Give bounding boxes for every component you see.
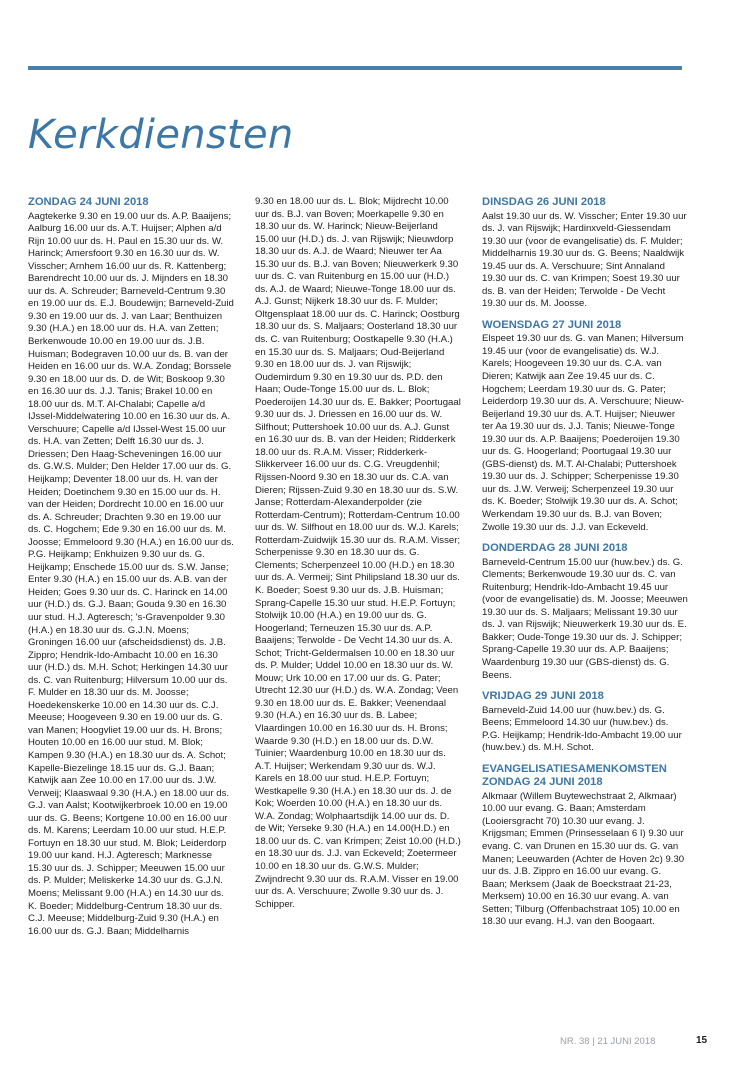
section-heading-evangelisatie: EVANGELISATIESAMENKOMSTEN ZONDAG 24 JUNI 2018 — [482, 762, 667, 789]
section-body-vrijdag: Barneveld-Zuid 14.00 uur (huw.bev.) ds. G. Beens; Emmeloord 14.30 uur (huw.bev.) ds. P.G. Heijkamp; Hendrik-Ido-Ambacht 19.00 uur (huw.bev.) ds. M.H. Schot. — [482, 704, 682, 754]
section-body-evangelisatie: Alkmaar (Willem Buytewechstraat 2, Alkmaar) 10.00 uur evang. G. Baan; Amsterdam (Looiersgracht 70) 10.30 uur evang. J. Krijgsman; Emmen (Prinsesselaan 6 I) 9.30 uur evang. C. van Drunen en 15.30 uur ds. G. van Manen; Leeuwarden (Achter de Hoven 2c) 9.30 uur ds. J.B. Zippro en 16.00 uur evang. G. Baan; Merksem (Jaak de Boeckstraat 21-23, Merksem) 10.00 en 16.30 uur evang. A. van Setten; Tilburg (Offenbachstraat 105) 10.00 en 18.30 uur evang. H.J. van den Boogaart. — [482, 790, 685, 928]
section-donderdag — [482, 542, 688, 682]
column-2 — [255, 196, 461, 911]
section-evangelisatie — [482, 763, 688, 929]
section-heading-vrijdag: VRIJDAG 29 JUNI 2018 — [482, 690, 604, 703]
top-rule — [28, 66, 682, 70]
section-woensdag — [482, 319, 688, 534]
page-number: 15 — [696, 1035, 708, 1046]
column-1 — [28, 196, 234, 938]
page-title: Kerkdiensten — [28, 112, 294, 158]
section-body-zondag: Aagtekerke 9.30 en 19.00 uur ds. A.P. Baaijens; Aalburg 16.00 uur ds. A.T. Huijser; Alphen a/d Rijn 10.00 uur ds. H. Paul en 15.30 uur ds. W. Harinck; Amersfoort 9.30 en 16.30 uur ds. W. Visscher; Arnhem 16.00 uur ds. R. Kattenberg; Barendrecht 10.00 uur ds. J. Mijnders en 18.30 uur ds. A. Schreuder; Barneveld-Centrum 9.30 en 19.00 uur ds. E.J. Boudewijn; Barneveld-Zuid 9.30 en 19.00 uur ds. J. van Laar; Benthuizen 9.30 (H.A.) en 18.00 uur ds. H.A. van Zetten; Berkenwoude 10.00 en 19.00 uur ds. J.B. Huisman; Bodegraven 10.00 uur ds. B. van der Heiden en 16.00 uur ds. W.A. Zondag; Borssele 9.30 en 18.00 uur ds. D. de Wit; Boskoop 9.30 en 16.30 uur ds. J.J. Tanis; Brakel 10.00 en 18.00 uur ds. M.T. Al-Chalabi; Capelle a/d IJssel-Middelwatering 10.00 en 16.30 uur ds. A. Verschuure; Capelle a/d IJssel-West 15.00 uur ds. H.A. van Zetten; Delft 16.30 uur ds. J. Driessen; Den Haag-Scheveningen 16.00 uur ds. G.W.S. Mulder; Den Helder 17.00 uur ds. G. Heijkamp; Deventer 18.00 uur ds. H. van der Heiden; Doetinchem 9.30 en 15.00 uur ds. H. van der Heiden; Dordrecht 10.00 en 16.00 uur ds. A. Schreuder; Drachten 9.30 en 19.00 uur ds. C. Hogchem; Ede 9.30 en 16.00 uur ds. M. Joosse; Emmeloord 9.30 (H.A.) en 16.00 uur ds. P.G. Heijkamp; Enkhuizen 9.30 uur ds. G. Heijkamp; Enschede 15.00 uur ds. S.W. Janse; Enter 9.30 (H.A.) en 15.00 uur ds. A.B. van der Heiden; Goes 9.30 uur ds. C. Harinck en 14.00 uur (H.D.) ds. G.J. Baan; Gouda 9.30 en 16.30 uur stud. H.J. Agteresch; 's-Gravenpolder 9.30 (H.A.) en 18.30 uur ds. G.J.N. Moens; Groningen 16.00 uur (afscheidsdienst) ds. J.B. Zippro; Hendrik-Ido-Ambacht 10.00 en 16.30 uur (H.D.) ds. M.H. Schot; Herkingen 14.30 uur ds. C. van Ruitenburg; Hilversum 10.00 uur ds. F. Mulder en 18.30 uur ds. M. Joosse; Hoedekenskerke 10.00 en 14.30 uur ds. C.J. Meeuse; Hoogeveen 9.30 en 19.00 uur ds. G. van Manen; Hoogvliet 19.00 uur ds. H. Brons; Houten 10.00 en 16.00 uur stud. M. Blok; Kampen 9.30 (H.A.) en 18.30 uur ds. A. Schot; Kapelle-Biezelinge 18.15 uur ds. G.J. Baan; Katwijk aan Zee 10.00 en 17.00 uur ds. J.W. Verweij; Klaaswaal 9.30 (H.A.) en 18.00 uur ds. G.J. van Aalst; Kootwijkerbroek 10.00 en 19.00 uur ds. G. Beens; Kortgene 10.00 en 16.00 uur ds. M. Karens; Leerdam 10.00 uur stud. H.E.P. Fortuyn en 18.30 uur stud. M. Blok; Leiderdorp 19.00 uur kand. H.J. Agteresch; Marknesse 15.30 uur ds. J. Schipper; Meeuwen 15.00 uur ds. P. Mulder; Meliskerke 14.30 uur ds. G.J.N. Moens; Melissant 9.00 (H.A.) en 14.30 uur ds. K. Boeder; Middelburg-Centrum 18.30 uur ds. C.J. Meeuse; Middelburg-Zuid 9.30 (H.A.) en 16.00 uur ds. G.J. Baan; Middelharnis — [28, 210, 234, 937]
column-3 — [482, 196, 688, 937]
section-body-dinsdag: Aalst 19.30 uur ds. W. Visscher; Enter 19.30 uur ds. J. van Rijswijk; Hardinxveld-Giessendam 19.30 uur (voor de evangelisatie) ds. F. Mulder; Middelharnis 19.30 uur ds. G. Beens; Naaldwijk 19.45 uur ds. A. Verschuure; Sint Annaland 19.30 uur ds. C. van Krimpen; Soest 19.30 uur ds. B. van der Heiden; Terwolde - De Vecht 19.30 uur ds. M. Joosse. — [482, 210, 687, 310]
section-body-zondag-continued: 9.30 en 18.00 uur ds. L. Blok; Mijdrecht 10.00 uur ds. B.J. van Boven; Moerkapelle 9.30 en 18.30 uur ds. W. Harinck; Nieuw-Beijerland 15.00 uur (H.D.) ds. J. van Rijswijk; Nieuwdorp 18.30 uur ds. A.J. de Waard; Nieuwer ter Aa 15.30 uur ds. B.J. van Boven; Nieuwerkerk 9.30 uur ds. C. van Ruitenburg en 15.00 uur (H.D.) ds. A.J. de Waard; Nieuwe-Tonge 18.00 uur ds. A.J. Gunst; Nijkerk 18.30 uur ds. F. Mulder; Oltgensplaat 18.00 uur ds. C. Harinck; Oostburg 18.30 uur ds. S. Maljaars; Oosterland 18.30 uur ds. C. van Ruitenburg; Oostkapelle 9.30 (H.A.) en 15.30 uur ds. S. Maljaars; Oud-Beijerland 9.30 en 18.00 uur ds. J. van Rijswijk; Oudemirdum 9.30 en 19.30 uur ds. P.D. den Haan; Oude-Tonge 15.00 uur ds. L. Blok; Poederoijen 14.30 uur ds. E. Bakker; Poortugaal 9.30 uur ds. J. Driessen en 16.00 uur ds. W. Silfhout; Puttershoek 10.00 uur ds. A.J. Gunst en 16.30 uur ds. B. van der Heiden; Ridderkerk 18.00 uur ds. R.A.M. Visser; Ridderkerk-Slikkerveer 16.00 uur ds. C.G. Vreugdenhil; Rijssen-Noord 9.30 en 18.30 uur ds. C.A. van Dieren; Rijssen-Zuid 9.30 en 18.30 uur ds. S.W. Janse; Rotterdam-Alexanderpolder (zie Rotterdam-Centrum); Rotterdam-Centrum 10.00 uur ds. W. Silfhout en 18.00 uur ds. W.J. Karels; Rotterdam-Zuidwijk 15.30 uur ds. R.A.M. Visser; Scherpenisse 9.30 en 18.30 uur ds. G. Clements; Scherpenzeel 10.00 (H.D.) en 18.30 uur ds. A. Vermeij; Sint Philipsland 18.30 uur ds. K. Boeder; Soest 9.30 uur ds. J.B. Huisman; Sprang-Capelle 15.30 uur stud. H.E.P. Fortuyn; Stolwijk 10.00 (H.A.) en 19.00 uur ds. G. Hoogerland; Terneuzen 15.30 uur ds. A.P. Baaijens; Terwolde - De Vecht 14.30 uur ds. A. Schot; Tricht-Geldermalsen 10.00 en 18.30 uur ds. P. Mulder; Uddel 10.00 en 18.30 uur ds. W. Mouw; Urk 10.00 en 17.00 uur ds. G. Pater; Utrecht 12.30 uur (H.D.) ds. W.A. Zondag; Veen 9.30 en 18.00 uur ds. E. Bakker; Veenendaal 9.30 (H.A.) en 16.30 uur ds. B. Labee; Vlaardingen 10.00 en 16.30 uur ds. H. Brons; Waarde 9.30 (H.D.) en 18.00 uur ds. D.W. Tuinier; Waardenburg 10.00 en 18.30 uur ds. A.T. Huijser; Werkendam 9.30 uur ds. W.J. Karels en 18.00 uur stud. H.E.P. Fortuyn; Westkapelle 9.30 (H.A.) en 18.30 uur ds. J. de Kok; Woerden 10.00 (H.A.) en 18.30 uur ds. W.A. Zondag; Wolphaartsdijk 14.00 uur ds. D. de Wit; Yerseke 9.30 (H.A.) en 14.00(H.D.) en 18.00 uur ds. C. van Krimpen; Zeist 10.00 (H.D.) en 18.30 uur ds. J.J. van Eckeveld; Zoetermeer 10.00 en 18.30 uur ds. G.W.S. Mulder; Zwijndrecht 9.30 uur ds. R.A.M. Visser en 19.00 uur ds. A. Verschuure; Zwolle 9.30 uur ds. J. Schipper. — [255, 196, 461, 910]
section-dinsdag — [482, 196, 688, 311]
section-body-woensdag: Elspeet 19.30 uur ds. G. van Manen; Hilversum 19.45 uur (voor de evangelisatie) ds. W.J. Karels; Hoogeveen 19.30 uur ds. C.A. van Dieren; Katwijk aan Zee 19.45 uur ds. C. Hogchem; Leerdam 19.30 uur ds. G. Pater; Leiderdorp 19.30 uur ds. A. Verschuure; Nieuw-Beijerland 19.30 uur ds. A.T. Huijser; Nieuwer ter Aa 19.30 uur ds. J.J. Tanis; Nieuwe-Tonge 19.30 uur ds. A.P. Baaijens; Poederoijen 19.30 uur ds. G. Hoogerland; Poortugaal 19.30 uur (GBS-dienst) ds. M.T. Al-Chalabi; Puttershoek 19.30 uur ds. J. Schipper; Scherpenisse 19.30 uur ds. J.W. Verweij; Scherpenzeel 19.30 uur ds. K. Boeder; Stolwijk 19.30 uur ds. A. Schot; Werkendam 19.30 uur ds. B.J. van Boven; Zwolle 19.30 uur ds. J.J. van Eckeveld. — [482, 333, 685, 533]
section-heading-zondag: ZONDAG 24 JUNI 2018 — [28, 196, 149, 208]
section-heading-dinsdag: DINSDAG 26 JUNI 2018 — [482, 196, 606, 208]
section-heading-donderdag: DONDERDAG 28 JUNI 2018 — [482, 542, 628, 555]
footer-issue-date: NR. 38 | 21 JUNI 2018 — [560, 1036, 656, 1047]
section-heading-woensdag: WOENSDAG 27 JUNI 2018 — [482, 318, 622, 331]
section-vrijdag — [482, 690, 688, 755]
section-body-donderdag: Barneveld-Centrum 15.00 uur (huw.bev.) ds. G. Clements; Berkenwoude 19.30 uur ds. C. van Ruitenburg; Hendrik-Ido-Ambacht 19.45 uur (voor de evangelisatie) ds. M. Joosse; Meeuwen 19.30 uur ds. S. Maljaars; Melissant 19.30 uur ds. J. van Rijswijk; Nieuwerkerk 19.30 uur ds. E. Bakker; Oude-Tonge 19.30 uur ds. J. Schipper; Sprang-Capelle 19.30 uur ds. A.P. Baaijens; Waardenburg 19.30 uur (GBS-dienst) ds. G. Beens. — [482, 556, 688, 681]
